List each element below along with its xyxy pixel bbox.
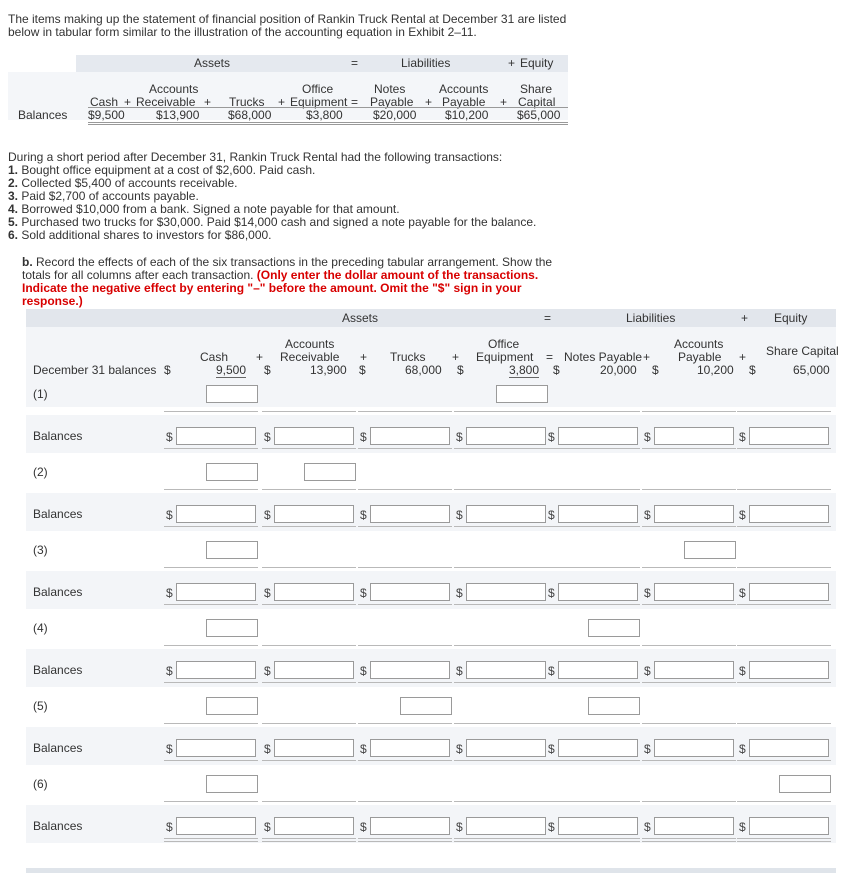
dollar-sign: $ <box>360 664 367 678</box>
subtotal-rule <box>737 567 831 568</box>
balance-6-oe-input[interactable] <box>466 817 546 835</box>
balance-2-ar-input[interactable] <box>274 505 354 523</box>
balance-rule <box>164 448 258 449</box>
balance-1-sc-input[interactable] <box>749 427 829 445</box>
dec31-dollar-4: $ <box>457 363 464 377</box>
transaction-5-trucks-input[interactable] <box>400 697 452 715</box>
subtotal-rule <box>262 567 356 568</box>
balance-rule <box>546 682 640 683</box>
transaction-row-label: (2) <box>33 465 48 479</box>
subtotal-rule <box>454 645 548 646</box>
ws-plus-sign: + <box>741 311 749 325</box>
col-ar-line2: Receivable <box>136 95 196 109</box>
value-trucks: $68,000 <box>228 108 272 122</box>
transaction-number: 3. <box>8 189 19 203</box>
balance-6-sc-input[interactable] <box>749 817 829 835</box>
balance-3-oe-input[interactable] <box>466 583 546 601</box>
dollar-sign: $ <box>360 820 367 834</box>
balance-rule <box>358 760 452 761</box>
ws-op-3: + <box>452 350 460 364</box>
balance-6-ar-input[interactable] <box>274 817 354 835</box>
col-ap-line2: Payable <box>442 95 486 109</box>
dollar-sign: $ <box>264 820 271 834</box>
ws-h-ar-line1: Accounts <box>285 337 335 351</box>
dollar-sign: $ <box>264 430 271 444</box>
ws-h-ap-line2: Payable <box>678 350 722 364</box>
subtotal-rule <box>546 567 640 568</box>
balance-4-trucks-input[interactable] <box>370 661 450 679</box>
balance-rule <box>262 448 356 449</box>
subtotal-rule <box>454 567 548 568</box>
dollar-sign: $ <box>456 664 463 678</box>
dollar-sign: $ <box>456 586 463 600</box>
subtotal-rule <box>358 723 452 724</box>
balance-rule <box>164 682 258 683</box>
subtotal-rule <box>546 723 640 724</box>
balance-rule <box>164 838 258 842</box>
transaction-text: Collected $5,400 of accounts receivable. <box>18 176 238 190</box>
balance-rule <box>642 604 736 605</box>
dec31-sc: 65,000 <box>793 363 830 377</box>
balance-rule <box>546 760 640 761</box>
dollar-sign: $ <box>739 742 746 756</box>
balance-4-sc-input[interactable] <box>749 661 829 679</box>
subtotal-rule <box>546 489 640 490</box>
balance-rule <box>262 838 356 842</box>
balance-1-oe-input[interactable] <box>466 427 546 445</box>
transaction-2-ar-input[interactable] <box>304 463 356 481</box>
subtotal-rule <box>164 489 258 490</box>
balance-1-trucks-input[interactable] <box>370 427 450 445</box>
balance-rule <box>454 760 548 761</box>
subtotal-rule <box>546 411 640 412</box>
ws-equity-header: Equity <box>774 311 808 325</box>
row-label-balances: Balances <box>18 108 68 122</box>
dollar-sign: $ <box>548 586 555 600</box>
op-plus-1: + <box>124 95 132 109</box>
ws-h-ap-line1: Accounts <box>674 337 724 351</box>
liabilities-header: Liabilities <box>401 56 451 70</box>
dec31-np: 20,000 <box>600 363 637 377</box>
balance-rule <box>546 838 640 842</box>
dollar-sign: $ <box>456 742 463 756</box>
balance-rule <box>358 448 452 449</box>
transaction-row-label: (1) <box>33 387 48 401</box>
balance-4-oe-input[interactable] <box>466 661 546 679</box>
balance-1-np-input[interactable] <box>558 427 638 445</box>
balance-6-np-input[interactable] <box>558 817 638 835</box>
ws-h-np: Notes Payable <box>564 350 643 364</box>
subtotal-rule <box>164 567 258 568</box>
ws-op-2: + <box>360 350 368 364</box>
subtotal-rule <box>164 411 258 412</box>
balance-rule <box>262 682 356 683</box>
ws-h-cash: Cash <box>200 350 229 364</box>
dec31-dollar-6: $ <box>652 363 659 377</box>
transaction-row-label: (4) <box>33 621 48 635</box>
dollar-sign: $ <box>360 586 367 600</box>
balance-3-cash-input[interactable] <box>176 583 256 601</box>
balance-rule <box>546 604 640 605</box>
dollar-sign: $ <box>644 820 651 834</box>
transaction-number: 5. <box>8 215 19 229</box>
dec31-ar: 13,900 <box>310 363 347 377</box>
transaction-text: Sold additional shares to investors for $86,000. <box>18 228 272 242</box>
transaction-text: Paid $2,700 of accounts payable. <box>18 189 199 203</box>
balance-3-ar-input[interactable] <box>274 583 354 601</box>
transaction-5-cash-input[interactable] <box>206 697 258 715</box>
balance-rule <box>642 682 736 683</box>
subtotal-rule <box>737 411 831 412</box>
balance-5-oe-input[interactable] <box>466 739 546 757</box>
subtotal-rule <box>546 801 640 802</box>
ws-op-4: + <box>643 350 651 364</box>
transaction-1-oe-input[interactable] <box>496 385 548 403</box>
equals-sign: = <box>351 56 359 70</box>
transaction-5-np-input[interactable] <box>588 697 640 715</box>
balance-rule <box>454 604 548 605</box>
op-plus-5: + <box>500 95 508 109</box>
subtotal-rule <box>454 801 548 802</box>
dollar-sign: $ <box>456 508 463 522</box>
dollar-sign: $ <box>264 586 271 600</box>
balance-4-ar-input[interactable] <box>274 661 354 679</box>
dec31-label: December 31 balances <box>33 363 157 377</box>
balance-2-cash-input[interactable] <box>176 505 256 523</box>
balance-2-ap-input[interactable] <box>654 505 734 523</box>
dollar-sign: $ <box>644 508 651 522</box>
subtotal-rule <box>454 489 548 490</box>
op-plus-3: + <box>278 95 286 109</box>
col-ap-line1: Accounts <box>439 82 489 96</box>
plus-sign: + <box>508 56 516 70</box>
dollar-sign: $ <box>739 430 746 444</box>
transactions-lead: During a short period after December 31, Rankin Truck Rental had the following transactions: <box>8 150 503 164</box>
col-sc-line2: Capital <box>518 95 556 109</box>
value-oe: $3,800 <box>306 108 343 122</box>
subtotal-rule <box>358 645 452 646</box>
dec31-trucks: 68,000 <box>405 363 442 377</box>
worksheet-header-band <box>26 309 836 327</box>
subtotal-rule <box>164 723 258 724</box>
dollar-sign: $ <box>264 664 271 678</box>
transaction-number: 2. <box>8 176 19 190</box>
balance-3-trucks-input[interactable] <box>370 583 450 601</box>
dollar-sign: $ <box>456 820 463 834</box>
balance-3-np-input[interactable] <box>558 583 638 601</box>
dec31-cash: 9,500 <box>216 363 247 377</box>
subtotal-rule <box>546 645 640 646</box>
balances-label: Balances <box>33 429 83 443</box>
balance-4-cash-input[interactable] <box>176 661 256 679</box>
equity-header: Equity <box>520 56 554 70</box>
transaction-3-ap-input[interactable] <box>684 541 736 559</box>
value-ar: $13,900 <box>156 108 200 122</box>
bottom-bar <box>26 868 836 873</box>
dec31-dollar-5: $ <box>553 363 560 377</box>
col-np-line1: Notes <box>374 82 406 96</box>
transaction-text: Purchased two trucks for $30,000. Paid $14,000 cash and signed a note payable for the balance. <box>18 215 537 229</box>
subtotal-rule <box>454 723 548 724</box>
transactions-list <box>8 164 608 242</box>
balance-2-trucks-input[interactable] <box>370 505 450 523</box>
transaction-text: Bought office equipment at a cost of $2,600. Paid cash. <box>18 163 316 177</box>
assets-header: Assets <box>194 56 231 70</box>
balance-rule <box>454 448 548 449</box>
dollar-sign: $ <box>739 820 746 834</box>
subtotal-rule <box>737 489 831 490</box>
balance-5-sc-input[interactable] <box>749 739 829 757</box>
balance-5-ap-input[interactable] <box>654 739 734 757</box>
col-cash: Cash <box>90 95 119 109</box>
dollar-sign: $ <box>739 664 746 678</box>
dollar-sign: $ <box>166 820 173 834</box>
subtotal-rule <box>454 411 548 412</box>
transaction-row-label: (3) <box>33 543 48 557</box>
balance-rule <box>454 526 548 527</box>
balance-4-np-input[interactable] <box>558 661 638 679</box>
transaction-4-cash-input[interactable] <box>206 619 258 637</box>
dollar-sign: $ <box>739 586 746 600</box>
balance-rule <box>737 448 831 449</box>
balances-label: Balances <box>33 819 83 833</box>
dollar-sign: $ <box>739 508 746 522</box>
balance-1-ar-input[interactable] <box>274 427 354 445</box>
op-plus-2: + <box>204 95 212 109</box>
dollar-sign: $ <box>548 664 555 678</box>
balance-1-cash-input[interactable] <box>176 427 256 445</box>
subtotal-rule <box>164 645 258 646</box>
balance-rule <box>164 526 258 527</box>
dollar-sign: $ <box>360 430 367 444</box>
transaction-number: 6. <box>8 228 19 242</box>
balance-rule <box>546 448 640 449</box>
transaction-6-sc-input[interactable] <box>779 775 831 793</box>
dollar-sign: $ <box>548 430 555 444</box>
balance-rule <box>642 448 736 449</box>
balances-table <box>8 55 568 125</box>
balance-rule <box>546 526 640 527</box>
value-sc: $65,000 <box>517 108 561 122</box>
subtotal-rule <box>358 489 452 490</box>
balance-2-oe-input[interactable] <box>466 505 546 523</box>
transaction-row-label: (6) <box>33 777 48 791</box>
subtotal-rule <box>164 801 258 802</box>
balance-rule <box>737 526 831 527</box>
dollar-sign: $ <box>644 664 651 678</box>
ws-assets-header: Assets <box>342 311 379 325</box>
balance-rule <box>262 526 356 527</box>
dec31-dollar-2: $ <box>264 363 271 377</box>
dollar-sign: $ <box>360 742 367 756</box>
balance-rule <box>358 604 452 605</box>
col-oe-line2: Equipment <box>290 95 348 109</box>
subtotal-rule <box>262 645 356 646</box>
balance-3-sc-input[interactable] <box>749 583 829 601</box>
dollar-sign: $ <box>548 742 555 756</box>
dec31-oe: 3,800 <box>509 363 540 377</box>
transaction-number: 1. <box>8 163 19 177</box>
subtotal-rule <box>358 567 452 568</box>
dec31-dollar-3: $ <box>359 363 366 377</box>
balance-rule <box>642 526 736 527</box>
dollar-sign: $ <box>166 586 173 600</box>
balance-rule <box>454 682 548 683</box>
ws-equals-sign: = <box>544 311 552 325</box>
balance-4-ap-input[interactable] <box>654 661 734 679</box>
ws-h-sc: Share Capital <box>766 344 839 358</box>
balance-5-ar-input[interactable] <box>274 739 354 757</box>
balances-label: Balances <box>33 741 83 755</box>
balances-label: Balances <box>33 507 83 521</box>
col-trucks: Trucks <box>229 95 265 109</box>
transaction-3-cash-input[interactable] <box>206 541 258 559</box>
dollar-sign: $ <box>644 742 651 756</box>
balance-6-ap-input[interactable] <box>654 817 734 835</box>
subtotal-rule <box>262 489 356 490</box>
balance-rule <box>642 760 736 761</box>
subtotal-rule <box>358 411 452 412</box>
ws-op-1: + <box>256 350 264 364</box>
dollar-sign: $ <box>644 586 651 600</box>
dollar-sign: $ <box>166 430 173 444</box>
dollar-sign: $ <box>360 508 367 522</box>
balance-6-cash-input[interactable] <box>176 817 256 835</box>
value-cash: $9,500 <box>88 108 125 122</box>
dollar-sign: $ <box>548 820 555 834</box>
subtotal-rule <box>262 411 356 412</box>
subtotal-rule <box>737 645 831 646</box>
dec31-ap: 10,200 <box>697 363 734 377</box>
part-b-text: Record the effects of each of the six transactions in the preceding tabular arrangement. Show the totals for all columns after each transaction. <box>22 255 553 282</box>
part-b-red-note: (Only enter the dollar amount of the transactions. Indicate the negative effect by entering "–" before the amount. Omit the "$" sign in your response.) <box>22 268 539 308</box>
balance-6-trucks-input[interactable] <box>370 817 450 835</box>
worksheet-table <box>26 309 839 874</box>
transactions-block <box>8 151 608 242</box>
intro-text: The items making up the statement of financial position of Rankin Truck Rental at December 31 are listed below in tabular form similar to the illustration of the accounting equation in Exhibit 2–11. <box>8 12 567 39</box>
balances-label: Balances <box>33 585 83 599</box>
balance-rule <box>262 604 356 605</box>
balance-rule <box>358 526 452 527</box>
subtotal-rule <box>737 723 831 724</box>
dollar-sign: $ <box>548 508 555 522</box>
col-ar-line1: Accounts <box>149 82 199 96</box>
subtotal-rule <box>642 567 736 568</box>
part-b-label: b. <box>22 255 33 269</box>
balance-rule <box>737 682 831 683</box>
balance-5-np-input[interactable] <box>558 739 638 757</box>
table-header-band <box>76 55 568 72</box>
balance-rule <box>164 604 258 605</box>
value-np: $20,000 <box>373 108 417 122</box>
balance-2-sc-input[interactable] <box>749 505 829 523</box>
ws-h-ar-line2: Receivable <box>280 350 340 364</box>
dollar-sign: $ <box>264 742 271 756</box>
col-oe-line1: Office <box>302 82 334 96</box>
ws-op-eq: = <box>546 350 554 364</box>
ws-h-oe-line1: Office <box>488 337 520 351</box>
part-b-instructions <box>22 256 582 308</box>
transaction-4-np-input[interactable] <box>588 619 640 637</box>
op-plus-4: + <box>425 95 433 109</box>
balance-rule <box>454 838 548 842</box>
transaction-number: 4. <box>8 202 19 216</box>
col-np-line2: Payable <box>370 95 414 109</box>
transaction-text: Borrowed $10,000 from a bank. Signed a note payable for that amount. <box>18 202 400 216</box>
balance-rule <box>358 838 452 842</box>
balance-rule <box>737 604 831 605</box>
dollar-sign: $ <box>166 508 173 522</box>
dollar-sign: $ <box>264 508 271 522</box>
transaction-1-cash-input[interactable] <box>206 385 258 403</box>
balance-5-trucks-input[interactable] <box>370 739 450 757</box>
subtotal-rule <box>642 489 736 490</box>
bottom-double-rule <box>88 122 568 126</box>
dollar-sign: $ <box>166 664 173 678</box>
subtotal-rule <box>262 801 356 802</box>
ws-h-trucks: Trucks <box>390 350 426 364</box>
dollar-sign: $ <box>166 742 173 756</box>
subtotal-rule <box>262 723 356 724</box>
subtotal-rule <box>642 723 736 724</box>
balance-5-cash-input[interactable] <box>176 739 256 757</box>
balance-rule <box>358 682 452 683</box>
balance-1-ap-input[interactable] <box>654 427 734 445</box>
balance-rule <box>262 760 356 761</box>
subtotal-rule <box>642 801 736 802</box>
subtotal-rule <box>358 801 452 802</box>
dec31-dollar-7: $ <box>749 363 756 377</box>
balances-label: Balances <box>33 663 83 677</box>
subtotal-rule <box>642 411 736 412</box>
subtotal-rule <box>642 645 736 646</box>
dollar-sign: $ <box>456 430 463 444</box>
value-ap: $10,200 <box>445 108 489 122</box>
dollar-sign: $ <box>644 430 651 444</box>
transaction-6-cash-input[interactable] <box>206 775 258 793</box>
balance-rule <box>164 760 258 761</box>
subtotal-rule <box>737 801 831 802</box>
col-sc-line1: Share <box>520 82 553 96</box>
ws-op-5: + <box>739 350 747 364</box>
ws-h-oe-line2: Equipment <box>476 350 534 364</box>
transaction-item <box>8 229 608 242</box>
transaction-2-cash-input[interactable] <box>206 463 258 481</box>
balance-rule <box>737 838 831 842</box>
balance-rule <box>737 760 831 761</box>
ws-liabilities-header: Liabilities <box>626 311 676 325</box>
dec31-dollar-1: $ <box>164 363 171 377</box>
balance-3-ap-input[interactable] <box>654 583 734 601</box>
op-eq: = <box>351 95 359 109</box>
balance-2-np-input[interactable] <box>558 505 638 523</box>
balance-rule <box>642 838 736 842</box>
transaction-row-label: (5) <box>33 699 48 713</box>
